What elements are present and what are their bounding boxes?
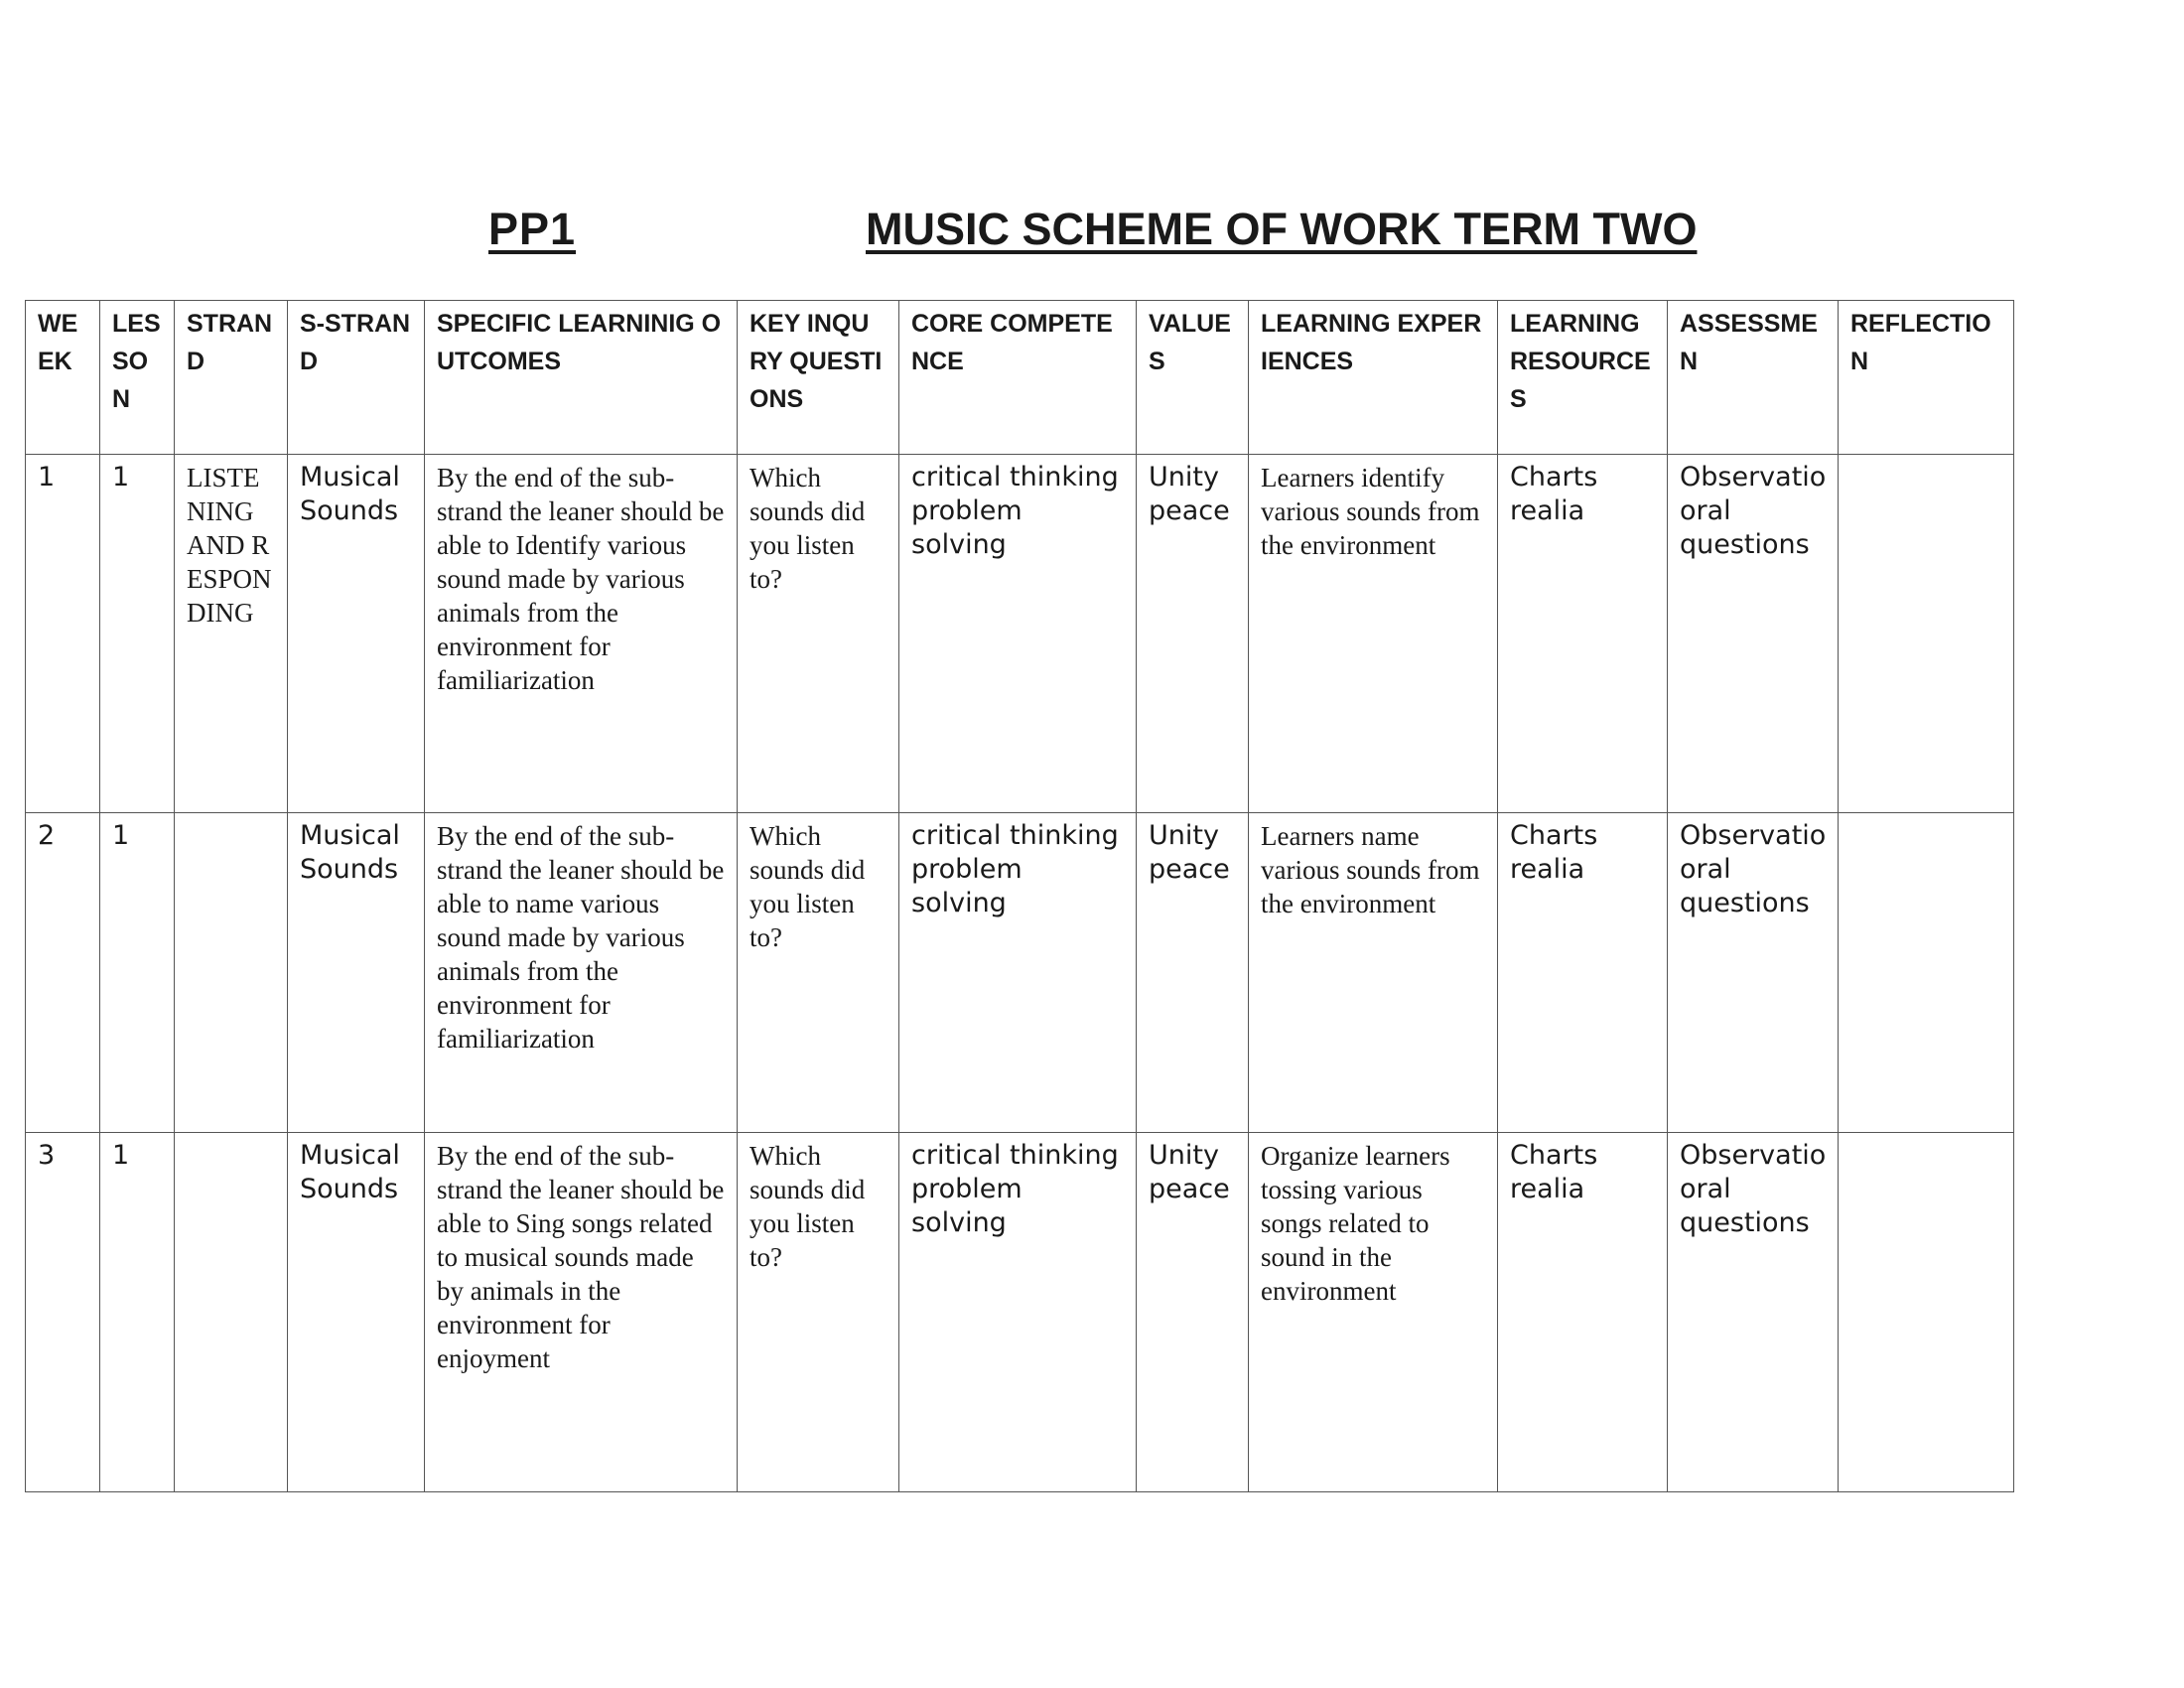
cell-resources: Charts realia — [1498, 813, 1668, 1133]
header-values: VALUES — [1137, 301, 1249, 455]
table-row — [26, 455, 2014, 813]
cell-sub-strand: Musical Sounds — [288, 1133, 425, 1492]
cell-resources: Charts realia — [1498, 455, 1668, 813]
cell-week: 3 — [26, 1133, 100, 1492]
cell-questions: Which sounds did you listen to? — [738, 455, 899, 813]
cell-lesson: 1 — [100, 1133, 175, 1492]
cell-values: Unity peace — [1137, 813, 1249, 1133]
cell-values: Unity peace — [1137, 1133, 1249, 1492]
scheme-of-work-table — [25, 300, 2014, 1492]
table-row — [26, 1133, 2014, 1492]
cell-lesson: 1 — [100, 813, 175, 1133]
cell-strand — [175, 813, 288, 1133]
cell-sub-strand: Musical Sounds — [288, 455, 425, 813]
cell-strand: LISTENING AND RESPONDING — [175, 455, 288, 813]
cell-lesson: 1 — [100, 455, 175, 813]
document-title — [0, 204, 2184, 263]
cell-experiences: Organize learners tossing various songs related to sound in the environment — [1249, 1133, 1498, 1492]
header-week: WEEK — [26, 301, 100, 455]
cell-experiences: Learners name various sounds from the environment — [1249, 813, 1498, 1133]
header-sub-strand: S-STRAND — [288, 301, 425, 455]
header-outcomes: SPECIFIC LEARNINIG OUTCOMES — [425, 301, 738, 455]
cell-values: Unity peace — [1137, 455, 1249, 813]
cell-experiences: Learners identify various sounds from the environment — [1249, 455, 1498, 813]
cell-resources: Charts realia — [1498, 1133, 1668, 1492]
cell-sub-strand: Musical Sounds — [288, 813, 425, 1133]
cell-competence: critical thinking problem solving — [899, 455, 1137, 813]
cell-reflection — [1839, 455, 2014, 813]
class-label: PP1 — [488, 204, 577, 254]
cell-competence: critical thinking problem solving — [899, 1133, 1137, 1492]
cell-competence: critical thinking problem solving — [899, 813, 1137, 1133]
cell-questions: Which sounds did you listen to? — [738, 1133, 899, 1492]
cell-outcomes: By the end of the sub-strand the leaner should be able to Identify various sound made by various animals from the environment for familiarization — [425, 455, 738, 813]
table-row — [26, 813, 2014, 1133]
cell-assessment: Observatio oral questions — [1668, 1133, 1839, 1492]
header-assessment: ASSESSMEN — [1668, 301, 1839, 455]
header-questions: KEY INQURY QUESTIONS — [738, 301, 899, 455]
header-experiences: LEARNING EXPERIENCES — [1249, 301, 1498, 455]
cell-reflection — [1839, 1133, 2014, 1492]
table-header-row — [26, 301, 2014, 455]
scheme-title: MUSIC SCHEME OF WORK TERM TWO — [866, 204, 1698, 254]
cell-assessment: Observatio oral questions — [1668, 455, 1839, 813]
header-strand: STRAND — [175, 301, 288, 455]
cell-questions: Which sounds did you listen to? — [738, 813, 899, 1133]
header-lesson: LESSON — [100, 301, 175, 455]
cell-outcomes: By the end of the sub-strand the leaner should be able to Sing songs related to musical sounds made by animals in the environment for enjoyment — [425, 1133, 738, 1492]
cell-strand — [175, 1133, 288, 1492]
cell-outcomes: By the end of the sub-strand the leaner should be able to name various sound made by various animals from the environment for familiarization — [425, 813, 738, 1133]
cell-week: 2 — [26, 813, 100, 1133]
header-resources: LEARNING RESOURCES — [1498, 301, 1668, 455]
header-reflection: REFLECTION — [1839, 301, 2014, 455]
cell-week: 1 — [26, 455, 100, 813]
cell-assessment: Observatio oral questions — [1668, 813, 1839, 1133]
header-competence: CORE COMPETENCE — [899, 301, 1137, 455]
cell-reflection — [1839, 813, 2014, 1133]
